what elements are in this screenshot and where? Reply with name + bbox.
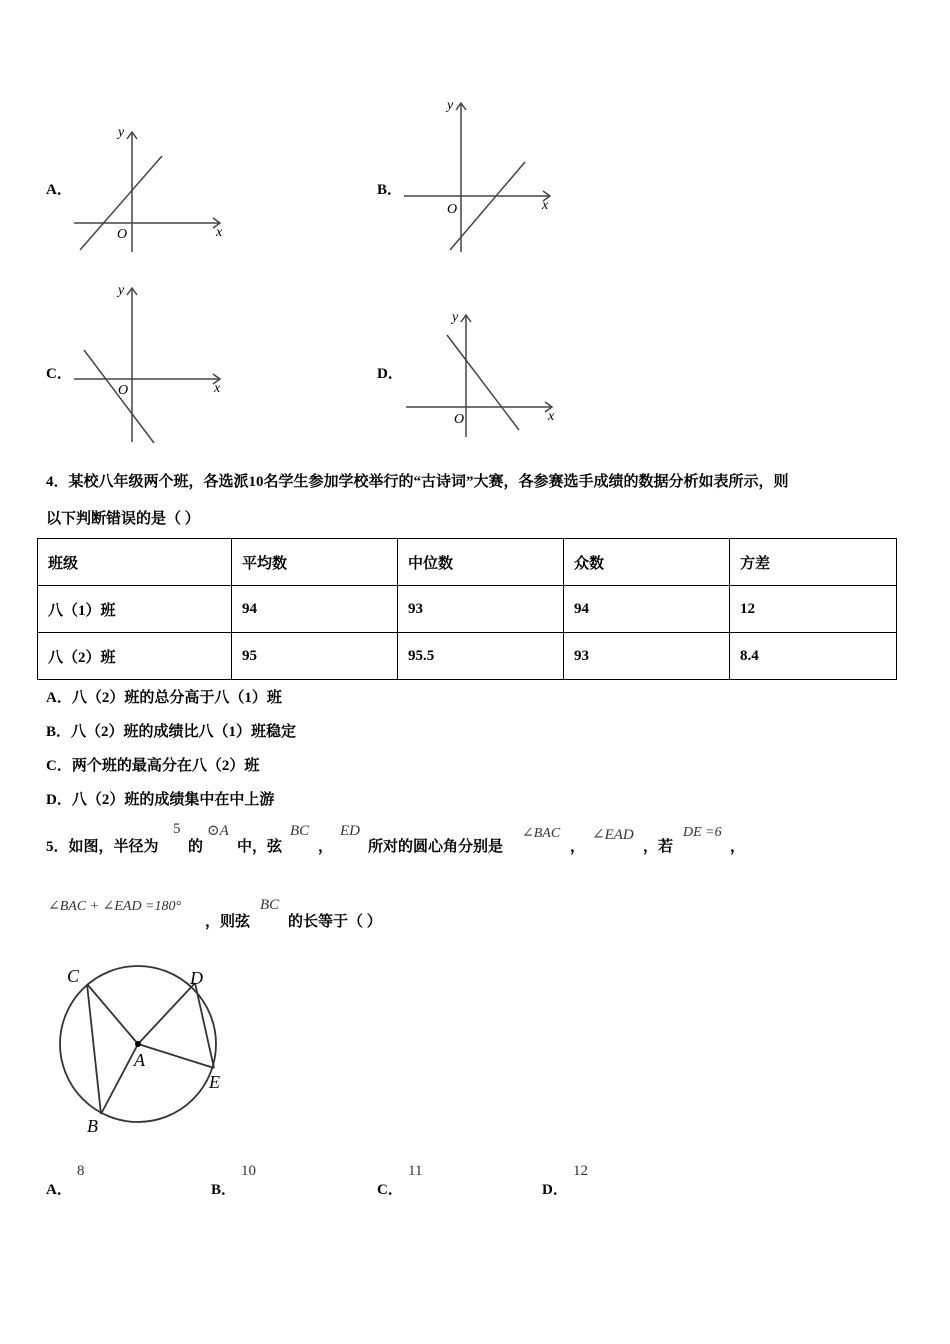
- point-a-label: A: [134, 1050, 145, 1070]
- table-header-row: [38, 539, 897, 586]
- table-header-cell: 中位数: [398, 539, 564, 586]
- q5-de-equals: DE =6: [683, 825, 722, 840]
- q5-angle-sum: ∠BAC + ∠EAD =180°: [48, 899, 182, 914]
- chord-cb: [87, 984, 101, 1114]
- table-cell: 93: [564, 633, 730, 680]
- q5-option-a-label: A．: [46, 1182, 72, 1198]
- q5-option-c-label: C．: [377, 1182, 403, 1198]
- point-d-label: D: [190, 968, 203, 988]
- y-axis-label: y: [118, 283, 125, 298]
- q3-option-a-label: A．: [46, 182, 72, 198]
- table-cell: 94: [564, 586, 730, 633]
- q4-option-b: B．八（2）班的成绩比八（1）班稳定: [46, 724, 297, 740]
- q4-stem-line2: 以下判断错误的是（ ）: [46, 511, 200, 527]
- y-axis-label: y: [118, 125, 125, 140]
- y-axis-label: y: [452, 310, 459, 325]
- table-cell: 12: [730, 586, 897, 633]
- q5-option-c-value: 11: [408, 1163, 423, 1179]
- q3-option-d-label: D．: [377, 366, 403, 382]
- q5-circle-a: ⊙A: [207, 823, 229, 839]
- x-axis-label: x: [548, 409, 555, 424]
- q4-option-a: A．八（2）班的总分高于八（1）班: [46, 690, 282, 706]
- q3-option-b-label: B．: [377, 182, 403, 198]
- q5-comma3: ，: [730, 839, 746, 855]
- q5-angle-bac: ∠BAC: [522, 826, 561, 841]
- q5-stem-part7: 的长等于（ ）: [288, 914, 382, 930]
- q5-stem-part5: ，若: [643, 839, 674, 855]
- chord-de: [195, 983, 214, 1068]
- q5-option-d-value: 12: [573, 1163, 588, 1179]
- q5-comma2: ，: [570, 839, 586, 855]
- q3-graph-c: [70, 280, 230, 445]
- q5-chord-bc-2: BC: [260, 897, 280, 913]
- radius-ab: [101, 1044, 138, 1114]
- table-header-cell: 班级: [38, 539, 232, 586]
- q4-stats-table: [37, 538, 897, 680]
- q4-option-c: C．两个班的最高分在八（2）班: [46, 758, 260, 774]
- table-cell: 8.4: [730, 633, 897, 680]
- table-header-cell: 众数: [564, 539, 730, 586]
- table-cell: 八（2）班: [38, 633, 232, 680]
- origin-label: O: [447, 202, 458, 217]
- q5-stem-part6: ，则弦: [205, 914, 251, 930]
- point-b-label: B: [87, 1116, 98, 1136]
- q5-stem-part4: 所对的圆心角分别是: [368, 839, 504, 855]
- table-cell: 95.5: [398, 633, 564, 680]
- q4-stem-line1: 4．某校八年级两个班，各选派10名学生参加学校举行的“古诗词”大赛，各参赛选手成绩的数据分析如表所示，则: [46, 474, 789, 490]
- table-cell: 94: [232, 586, 398, 633]
- origin-label: O: [118, 383, 129, 398]
- radius-ad: [138, 983, 195, 1044]
- y-axis-label: y: [447, 98, 454, 113]
- origin-label: O: [117, 227, 128, 242]
- table-header-cell: 平均数: [232, 539, 398, 586]
- q3-graph-b: [400, 95, 560, 255]
- q5-stem-part3: 中，弦: [237, 839, 283, 855]
- radius-ac: [87, 984, 138, 1044]
- center-point: [135, 1041, 141, 1047]
- table-cell: 95: [232, 633, 398, 680]
- q5-chord-bc: BC: [290, 823, 310, 839]
- origin-label: O: [454, 412, 465, 427]
- x-axis-label: x: [216, 225, 223, 240]
- q5-option-a-value: 8: [77, 1163, 85, 1179]
- q5-chord-ed: ED: [340, 823, 360, 839]
- q5-option-d-label: D．: [542, 1182, 568, 1198]
- q5-angle-ead: ∠EAD: [592, 827, 634, 843]
- q4-option-d: D．八（2）班的成绩集中在中上游: [46, 792, 275, 808]
- table-cell: 93: [398, 586, 564, 633]
- point-e-label: E: [209, 1072, 220, 1092]
- q3-option-c-label: C．: [46, 366, 72, 382]
- q5-comma1: ，: [318, 839, 334, 855]
- q5-stem-part1: 5．如图，半径为: [46, 839, 159, 855]
- q3-graph-a: [70, 120, 230, 255]
- q5-circle-figure: [55, 960, 245, 1140]
- radius-ae: [138, 1044, 214, 1068]
- q5-radius: 5: [173, 821, 181, 837]
- q5-option-b-value: 10: [241, 1163, 256, 1179]
- table-row: [38, 633, 897, 680]
- q5-option-b-label: B．: [211, 1182, 237, 1198]
- x-axis-label: x: [214, 381, 221, 396]
- q3-graph-d: [402, 305, 562, 440]
- point-c-label: C: [67, 966, 80, 986]
- table-header-cell: 方差: [730, 539, 897, 586]
- table-row: [38, 586, 897, 633]
- table-cell: 八（1）班: [38, 586, 232, 633]
- q5-stem-part2: 的: [188, 839, 204, 855]
- x-axis-label: x: [542, 198, 549, 213]
